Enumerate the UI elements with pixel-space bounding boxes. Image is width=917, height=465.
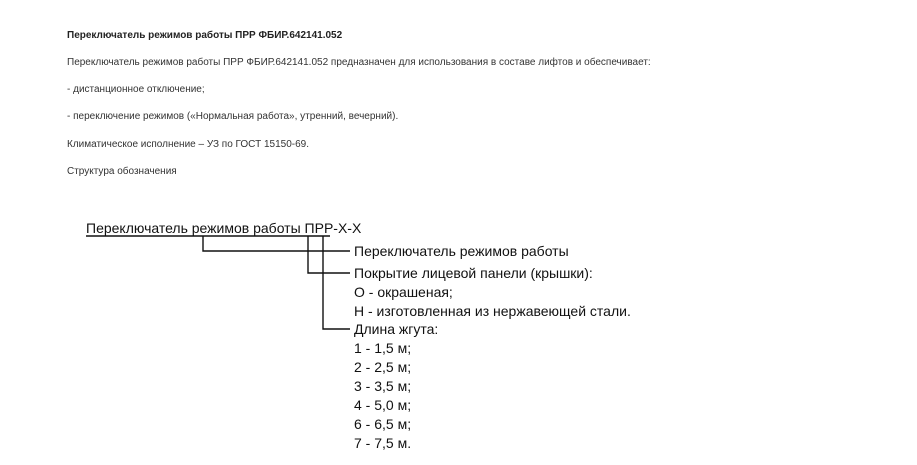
- item-coating-heading: Покрытие лицевой панели (крышки):: [354, 265, 593, 281]
- item-coating-painted: О - окрашеная;: [354, 284, 453, 300]
- bullet-mode-switch: - переключение режимов («Нормальная работа», утренний, вечерний).: [67, 111, 399, 122]
- leader-line-coating: [308, 236, 350, 273]
- item-length-heading: Длина жгута:: [354, 321, 439, 337]
- item-length-2: 2 - 2,5 м;: [354, 359, 412, 375]
- item-product: Переключатель режимов работы: [354, 243, 569, 259]
- item-length-7: 7 - 7,5 м.: [354, 435, 412, 451]
- item-length-1: 1 - 1,5 м;: [354, 340, 412, 356]
- item-coating-stainless: Н - изготовленная из нержавеющей стали.: [354, 303, 631, 319]
- item-length-3: 3 - 3,5 м;: [354, 378, 412, 394]
- article-title: Переключатель режимов работы ПРР ФБИР.642141.052: [67, 30, 343, 41]
- leader-line-product: [203, 236, 350, 251]
- bullet-remote-off: - дистанционное отключение;: [67, 84, 205, 95]
- leader-line-length: [323, 236, 350, 329]
- item-length-6: 6 - 6,5 м;: [354, 416, 412, 432]
- item-length-4: 4 - 5,0 м;: [354, 397, 412, 413]
- article-intro: Переключатель режимов работы ПРР ФБИР.642141.052 предназначен для использования в составе лифтов и обеспечивает:: [67, 57, 651, 68]
- structure-heading: Структура обозначения: [67, 166, 177, 177]
- designation-code: Переключатель режимов работы ПРР-Х-Х: [86, 220, 362, 236]
- climate-version: Климатическое исполнение – УЗ по ГОСТ 15150-69.: [67, 139, 309, 150]
